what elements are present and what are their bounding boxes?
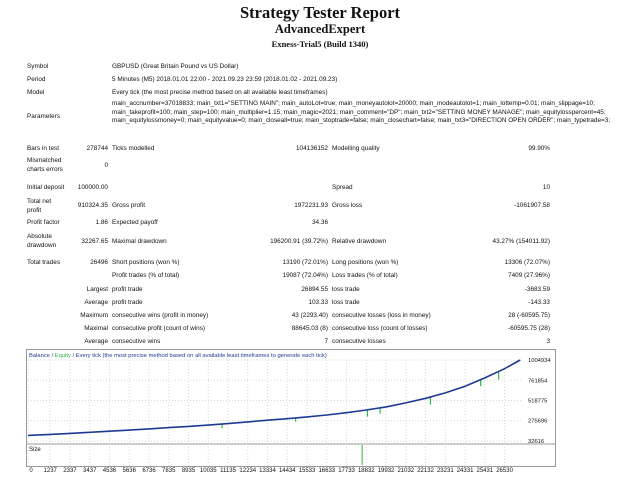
maximal-label: Maximal <box>84 325 108 332</box>
x-tick-label: 18832 <box>357 468 375 474</box>
x-tick-label: 25431 <box>476 468 494 474</box>
rel-drawdown-label: Relative drawdown <box>332 238 386 245</box>
y-tick-label: 32616 <box>528 439 545 445</box>
y-tick-label: 518775 <box>528 398 548 405</box>
max-consec-losses-value: 28 (-60595.75) <box>508 312 550 319</box>
mismatched-label-1: Mismatched <box>27 157 62 164</box>
x-tick-label: 13334 <box>259 468 276 474</box>
average-profit-label: profit trade <box>112 299 143 306</box>
largest-loss-value: -3683.59 <box>524 286 550 293</box>
modelling-value: 99.90% <box>528 145 550 152</box>
gross-profit-value: 1972231.93 <box>294 202 328 209</box>
gross-loss-value: -1061907.58 <box>514 202 550 209</box>
bars-value: 278744 <box>86 145 108 152</box>
report-title: Strategy Tester Report <box>239 3 401 22</box>
mismatched-value: 0 <box>104 162 108 169</box>
abs-drawdown-value: 32267.65 <box>81 238 108 245</box>
abs-drawdown-label-1: Absolute <box>27 233 52 240</box>
x-tick-label: 8935 <box>181 468 196 474</box>
symbol-label: Symbol <box>27 63 49 70</box>
net-profit-label-2: profit <box>27 207 42 214</box>
legend-separator: / <box>49 353 55 359</box>
short-positions-value: 13190 (72.01%) <box>282 259 328 266</box>
net-profit-label-1: Total net <box>27 198 52 205</box>
x-tick-label: 7835 <box>162 468 176 474</box>
mismatched-label-2: charts errors <box>27 166 63 173</box>
bars-label: Bars in test <box>27 145 59 152</box>
legend-separator-2: / <box>70 353 76 359</box>
x-tick-label: 26530 <box>496 468 513 474</box>
maximal-profit-label: consecutive profit (count of wins) <box>112 325 206 332</box>
long-positions-value: 13306 (72.07%) <box>504 259 550 266</box>
maximal-loss-label: consecutive loss (count of losses) <box>332 325 428 332</box>
x-tick-label: 1237 <box>43 468 57 474</box>
x-tick-label: 21032 <box>397 468 415 474</box>
x-tick-label: 0 <box>29 468 33 474</box>
x-axis-ticks <box>26 468 556 477</box>
avg-wins-label: consecutive wins <box>112 338 161 345</box>
x-tick-label: 15533 <box>298 468 316 474</box>
total-trades-value: 26496 <box>90 259 108 266</box>
max-drawdown-label: Maximal drawdown <box>112 238 167 245</box>
ticks-label: Ticks modelled <box>112 145 155 152</box>
initial-deposit-value: 100000.00 <box>77 184 108 191</box>
symbol-value: GBPUSD (Great Britain Pound vs US Dollar) <box>112 63 239 70</box>
spread-value: 10 <box>542 184 550 191</box>
x-tick-label: 2337 <box>63 468 77 474</box>
avg-losses-label: consecutive losses <box>332 338 386 345</box>
max-consec-wins-label: consecutive wins (profit in money) <box>112 312 209 319</box>
y-tick-label: 1004934 <box>528 358 551 364</box>
average-profit-value: 103.33 <box>308 299 328 306</box>
size-label: Size <box>29 447 41 453</box>
parameters-label: Parameters <box>27 113 61 120</box>
y-tick-label: 275696 <box>528 418 548 425</box>
short-positions-label: Short positions (won %) <box>112 259 180 266</box>
x-tick-label: 24331 <box>456 468 474 474</box>
max-consec-wins-value: 43 (2293.40) <box>291 312 328 319</box>
x-tick-label: 17733 <box>338 468 355 474</box>
avg-losses-value: 3 <box>546 338 550 345</box>
largest-profit-label: profit trade <box>112 286 143 293</box>
x-tick-label: 11135 <box>220 468 236 474</box>
x-tick-label: 10035 <box>199 468 217 474</box>
max-consec-losses-label: consecutive losses (loss in money) <box>332 312 431 319</box>
balance-equity-chart <box>26 349 556 467</box>
y-tick-label: 761854 <box>528 378 548 385</box>
avg-consec-label: Average <box>84 338 108 345</box>
period-label: Period <box>27 76 46 83</box>
x-tick-label: 4536 <box>102 468 117 474</box>
expert-name: AdvancedExpert <box>274 22 366 36</box>
legend-model: Every tick (the most precise method based on all available least timeframes to generate each tick) <box>75 353 327 359</box>
expected-payoff-value: 34.36 <box>312 219 328 226</box>
initial-deposit-label: Initial deposit <box>27 184 65 191</box>
average-label: Average <box>84 299 108 306</box>
x-tick-label: 19932 <box>377 468 395 474</box>
server-build: Exness-Trial5 (Build 1340) <box>271 39 369 49</box>
x-tick-label: 3437 <box>83 468 97 474</box>
legend-equity: Equity <box>54 353 71 359</box>
profit-factor-value: 1.86 <box>95 219 108 226</box>
x-tick-label: 5636 <box>122 468 136 474</box>
x-tick-label: 6736 <box>142 468 156 474</box>
rel-drawdown-value: 43.27% (154011.92) <box>492 238 550 245</box>
period-value: 5 Minutes (M5) 2018.01.01 22:00 - 2021.09.23 23:59 (2018.01.02 - 2021.09.23) <box>112 76 338 83</box>
max-drawdown-value: 196200.91 (39.72%) <box>270 238 328 245</box>
chart-frame <box>27 350 556 467</box>
profit-factor-label: Profit factor <box>27 219 60 226</box>
spread-label: Spread <box>332 184 353 191</box>
profit-trades-value: 19087 (72.04%) <box>282 272 328 279</box>
abs-drawdown-label-2: drawdown <box>27 242 57 249</box>
ticks-value: 104136152 <box>296 145 328 152</box>
x-tick-label: 16633 <box>318 468 336 474</box>
long-positions-label: Long positions (won %) <box>332 259 399 266</box>
x-tick-label: 14434 <box>278 468 296 474</box>
largest-loss-label: loss trade <box>332 286 360 293</box>
average-loss-label: loss trade <box>332 299 360 306</box>
loss-trades-label: Loss trades (% of total) <box>332 272 398 279</box>
avg-wins-value: 7 <box>324 338 328 345</box>
gross-loss-label: Gross loss <box>332 202 363 209</box>
chart-legend <box>29 353 327 359</box>
x-tick-label: 22132 <box>417 468 434 474</box>
legend-balance: Balance <box>29 353 50 359</box>
largest-profit-value: 26894.55 <box>301 286 328 293</box>
average-loss-value: -143.33 <box>528 299 550 306</box>
model-value: Every tick (the most precise method based on all available least timeframes) <box>112 89 328 96</box>
parameters-value: main_accnumber=37018833; main_txt1="SETTING MAIN"; main_autoLot=true; main_moneyautolot=20000; main_modeautolot=1; main_lottemp=0.01; main_slippage=10; main_takeprofit=100; main_step=100; main_multiplier=1.15; main_magic=2021; main_comment="DP"; main_txt2="SETTING MONEY MANAGE"; main_equitylosspercent=45; main_equitylossmoney=0; main_equityvalue=0; main_closeall=true; main_stoptrade=false; main_closechart=false; main_txt3="DIRECTION OPEN ORDER"; main_typetrade=3; <box>112 100 611 125</box>
expected-payoff-label: Expected payoff <box>112 219 158 226</box>
largest-label: Largest <box>86 286 108 293</box>
gross-profit-label: Gross profit <box>112 202 146 209</box>
loss-trades-value: 7409 (27.96%) <box>508 272 550 279</box>
maximal-loss-value: -60595.75 (28) <box>508 325 550 332</box>
x-tick-label: 23231 <box>436 468 454 474</box>
profit-trades-label: Profit trades (% of total) <box>112 272 180 279</box>
maximum-label: Maximum <box>80 312 108 319</box>
x-tick-label: 12234 <box>239 468 257 474</box>
model-label: Model <box>27 89 45 96</box>
maximal-profit-value: 88645.03 (8) <box>291 325 328 332</box>
modelling-label: Modelling quality <box>332 145 380 152</box>
net-profit-value: 910324.35 <box>77 202 108 209</box>
total-trades-label: Total trades <box>27 259 61 266</box>
